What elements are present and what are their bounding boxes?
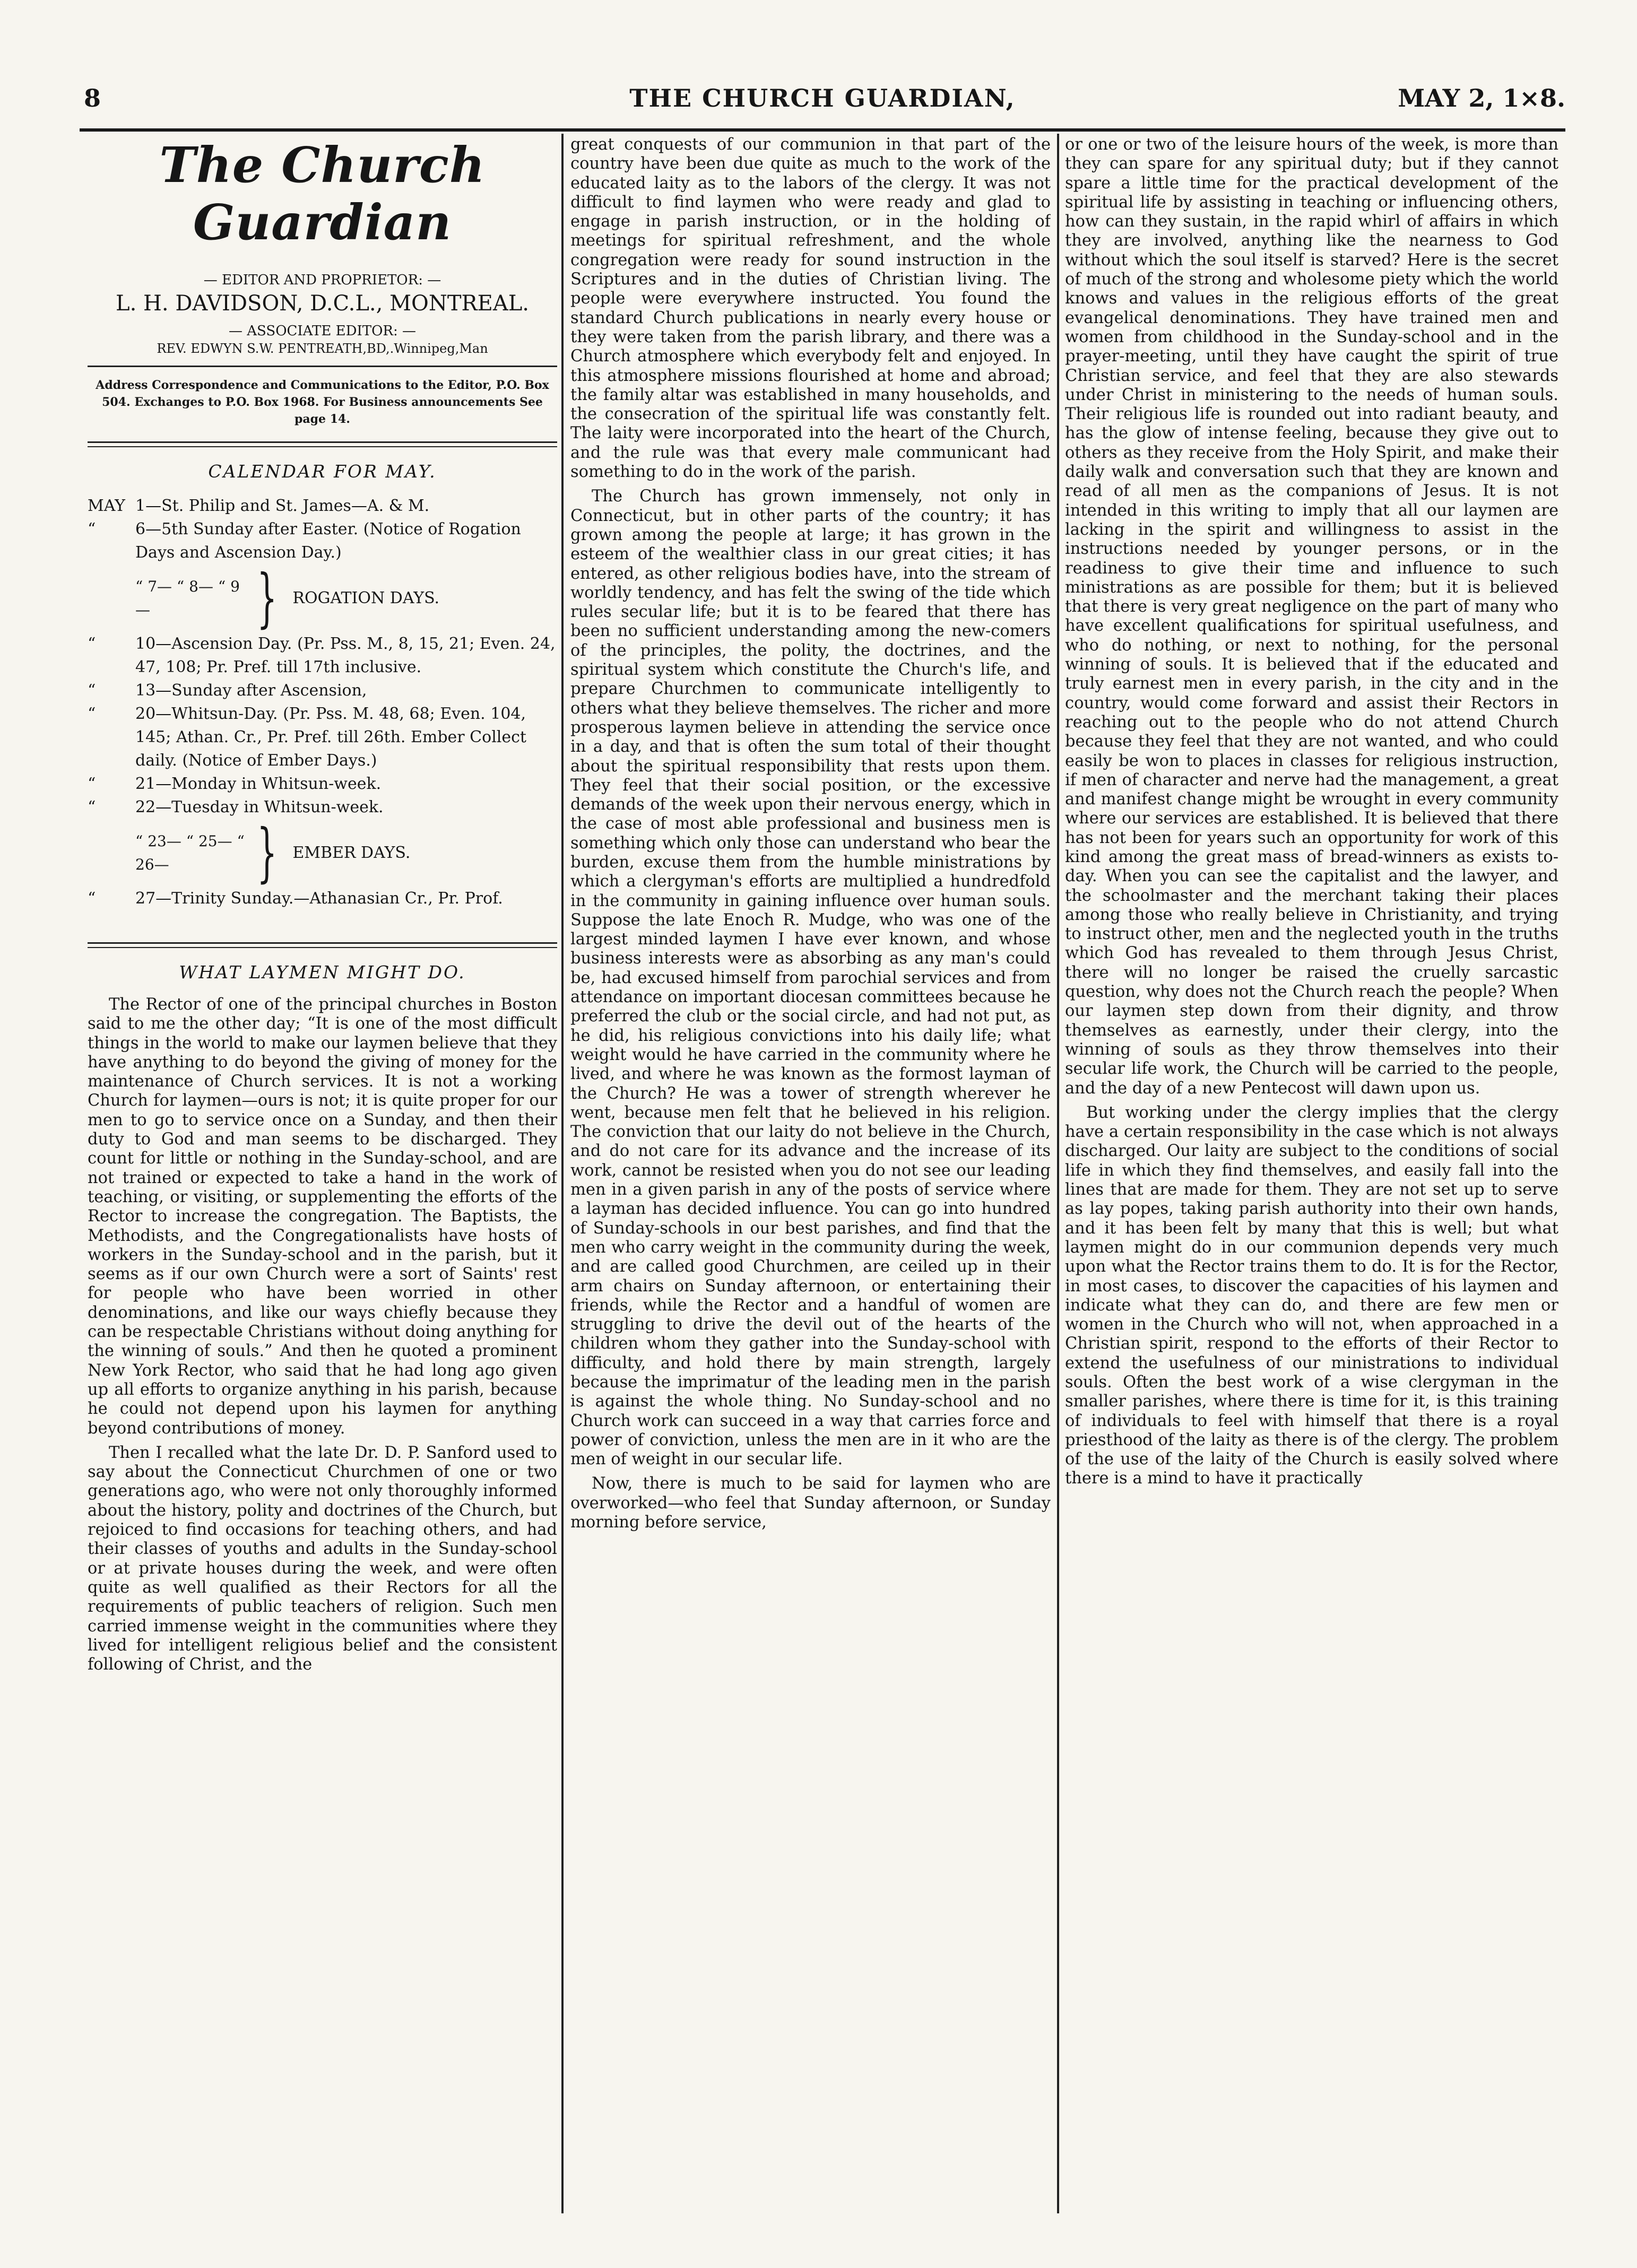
paper-name: THE CHURCH GUARDIAN, (629, 84, 1016, 112)
page-number: 8 (84, 84, 101, 112)
associate-editor-name: REV. EDWYN S.W. PENTREATH,BD,.Winnipeg,Man (157, 341, 488, 356)
rogation-dates: “ 7— “ 8— “ 9— (135, 578, 240, 619)
article-paragraph: or one or two of the leisure hours of the week, is more than they can spare for any spiritual duty; but if they cannot spare a little time for the practical development of the spiritual life by assisting in teaching or influencing others, how can they sustain, in the rapid whirl of affairs in which they are involved, anything like the nearness to God without which the soul itself is starved? Here is the secret of much of the strong and wholesome piety which the world knows and values in the religious efforts of the great evangelical denominations. They have trained men and women from childhood in the Sunday-school and in the prayer-meeting, until they have caught the spirit of true Christian service, and feel that they are also stewards under Christ in ministering to the needs of human souls. Their religious life is rounded out into radiant beauty, and has the glow of intense feeling, because they give out to others as they receive from the Holy Spirit, and make their daily walk and conversation such that they are known and read of all men as the companions of Jesus. It is not intended in this writing to imply that all our laymen are lacking in the spirit and willingness to assist in the instructions needed by younger persons, or in the readiness to give their time and influence to such ministrations as are possible for them; but it is believed that there is very great negligence on the part of many who have excellent qualifications for spiritual usefulness, and who do nothing, or next to nothing, for the personal winning of souls. It is believed that if the educated and truly earnest men in every parish, in the city and in the country, would come forward and assist their Rectors in reaching out to the people who do not attend Church because they feel that they are not wanted, and who could easily be won to places in classes for religious instruction, if men of character and nerve had the management, a great and manifest change might be wrought in every community where our services are established. It is believed that there has not been for years such an opportunity for work of this kind among the great mass of bread-winners as exists to-day. When you can see the capitalist and the lawyer, and the schoolmaster and the merchant taking their places among those who really believe in Christianity, and trying to instruct other, men and the neglected youth in the truths which God has revealed to them through Jesus Christ, there will no longer be raised the cruelly sarcastic question, why does not the Church reach the people? When our laymen step down from their dignity, and throw themselves as earnestly, under their clergy, into the winning of souls as they throw themselves into their secular life work, the Church will be carried to the people, and the day of a new Pentecost will dawn upon us. (1065, 135, 1558, 1098)
rogation-label: ROGATION DAYS. (292, 589, 440, 607)
column-divider (561, 134, 564, 2213)
calendar-entries (88, 632, 557, 819)
column-divider (1057, 134, 1059, 2213)
ember-dates: “ 23— “ 25— “ 26— (135, 832, 245, 873)
article-paragraph: Now, there is much to be said for laymen who are overworked—who feel that Sunday afternoon, or Sunday morning before service, (570, 1474, 1051, 1532)
calendar-entry (88, 702, 557, 772)
brace-icon: } (257, 561, 278, 635)
calendar-text: 6—5th Sunday after Easter. (Notice of Rogation Days and Ascension Day.) (135, 520, 521, 562)
article-paragraph: great conquests of our communion in that part of the country have been due quite as much to the work of the educated laity as to the labors of the clergy. It was not difficult to find laymen who were ready and glad to engage in parish instruction, or in the holding of meetings for spiritual refreshment, and the whole congregation were ready for sound instruction in the Scriptures and in the duties of Christian living. The people were everywhere instructed. You found the standard Church publications in nearly every house or they were taken from the parish library, and there was a Church atmosphere which everybody felt and enjoyed. In this atmosphere missions flourished at home and abroad; the family altar was established in many households, and the consecration of the spiritual life was constantly felt. The laity were incorporated into the heart of the Church, and the rule was that every male communicant had something to do in the work of the parish. (570, 135, 1051, 482)
calendar-month: “ (88, 798, 96, 816)
middle-column (570, 135, 1051, 1537)
calendar-month: MAY (88, 497, 125, 515)
left-column (88, 135, 557, 1680)
brace-icon: } (257, 816, 278, 890)
article-paragraph: But working under the clergy implies that the clergy have a certain responsibility in the case which is not always discharged. Our laity are subject to the conditions of social life in which they find themselves, and easily fall into the lines that are made for them. They are not set up to serve as lay popes, taking parish authority into their own hands, and it has been felt by many that this is well; but what laymen might do in our communion depends very much upon what the Rector trains them to do. It is for the Rector, in most cases, to discover the capacities of his laymen and indicate what they can do, and there are few men or women in the Church who will not, when approached in a Christian spirit, respond to the efforts of their Rector to extend the usefulness of our ministrations to individual souls. Often the best work of a wise clergyman in the smaller parishes, where there is time for it, is this training of individuals to feel with himself that there is a royal priesthood of the laity as there is of the clergy. The problem of the use of the laity of the Church is easily solved where there is a mind to have it practically (1065, 1103, 1558, 1488)
calendar-text: 1—St. Philip and St. James—A. & M. (135, 497, 430, 515)
article-text-right (1065, 135, 1558, 1489)
article-title: WHAT LAYMEN MIGHT DO. (179, 962, 466, 983)
issue-date: MAY 2, 1×8. (1398, 84, 1565, 112)
calendar-month: “ (88, 681, 96, 700)
calendar-text: 10—Ascension Day. (Pr. Pss. M., 8, 15, 21; Even. 24, 47, 108; Pr. Pref. till 17th inclusive. (135, 635, 556, 676)
rogation-days (88, 561, 557, 635)
article-paragraph: The Rector of one of the principal churches in Boston said to me the other day; “It is one of the most difficult things in the world to make our laymen believe that they have anything to do beyond the giving of money for the maintenance of Church services. It is not a working Church for laymen—ours is not; it is quite proper for our men to go to service once on a Sunday, and then their duty to God and man seems to be discharged. They count for little or nothing in the Sunday-school, and are not trained or expected to take a hand in the work of teaching, or visiting, or supplementing the efforts of the Rector to increase the congregation. The Baptists, the Methodists, and the Congregationalists have hosts of workers in the Sunday-school and in the parish, but it seems as if our own Church were a sort of Saints' rest for people who have been worried in other denominations, and like our ways chiefly because they can be respectable Christians without doing anything for the winning of souls.” And then he quoted a prominent New York Rector, who said that he had long ago given up all efforts to organize anything in his parish, because he could not depend upon his laymen for anything beyond contributions of money. (88, 995, 557, 1438)
calendar-month: “ (88, 889, 96, 908)
section-rule (88, 441, 557, 447)
ember-label: EMBER DAYS. (292, 844, 411, 862)
associate-editor-heading: — ASSOCIATE EDITOR: — (229, 323, 416, 339)
calendar-entry (88, 887, 557, 910)
calendar-month: “ (88, 520, 96, 538)
calendar-entry (88, 772, 557, 796)
calendar-text: 27—Trinity Sunday.—Athanasian Cr., Pr. Prof. (135, 889, 503, 908)
right-column (1065, 135, 1558, 1494)
header-rule (80, 128, 1565, 132)
calendar-text: 22—Tuesday in Whitsun-week. (135, 798, 384, 816)
article-paragraph: The Church has grown immensely, not only in Connecticut, but in other parts of the country; it has grown among the people at large; it has grown in the esteem of the wealthier class in our great cities; it has entered, as other religious bodies have, into the stream of worldly tendency, and has felt the swing of the tide which rules secular life; but it is to be feared that there has been no sufficient understanding among the new-comers of the principles, the polity, the doctrines, and the spiritual system which constitute the Church's life, and prepare Churchmen to communicate intelligently to others what they believe themselves. The richer and more prosperous laymen believe in attending the service once in a day, and that is often the sum total of their thought about the spiritual responsibility that rests upon them. They feel that their social position, or the excessive demands of the week upon their nervous energy, which in the case of most able professional and business men is something which only those can understand who bear the burden, excuse them from the humble ministrations by which a clergyman's efforts are multiplied a hundredfold in the community in gaining influence over human souls. Suppose the late Enoch R. Mudge, who was one of the largest minded laymen I have ever known, and whose business interests were as absorbing as any man's could be, had excused himself from parochial services and from attendance on important diocesan committees because he preferred the club or the social circle, and had not put, as he did, his religious convictions into his daily life; what weight would he have carried in the community where he lived, and where he was known as the formost layman of the Church? He was a tower of strength wherever he went, because men felt that he believed in his religion. The conviction that our laity do not believe in the Church, and do not care for its advance and the increase of its work, cannot be resisted when you do not see our leading men in a given parish in any of the posts of service where a layman has decided influence. You can go into hundred of Sunday-schools in our best parishes, and find that the men who carry weight in the community during the week, and are called good Churchmen, are ceiled up in their arm chairs on Sunday afternoon, or entertaining their friends, while the Rector and a handful of women are struggling to drive the devil out of the hearts of the children whom they gather into the Sunday-school with difficulty, and hold there by main strength, largely because the imprimatur of the leading men in the parish is against the whole thing. No Sunday-school and no Church work can succeed in a way that carries force and power of conviction, unless the men are in it who are the men of weight in our secular life. (570, 487, 1051, 1469)
section-rule (88, 942, 557, 948)
calendar-entries (88, 887, 557, 910)
calendar-text: 13—Sunday after Ascension, (135, 681, 367, 700)
masthead-title: The Church Guardian (159, 136, 486, 251)
calendar-text: 21—Monday in Whitsun-week. (135, 775, 382, 793)
calendar-entry (88, 494, 557, 518)
calendar-month: “ (88, 705, 96, 723)
article-text-left (88, 995, 557, 1674)
calendar-text: 20—Whitsun-Day. (Pr. Pss. M. 48, 68; Even. 104, 145; Athan. Cr., Pr. Pref. till 26th. Ember Collect daily. (Notice of Ember Days.) (135, 705, 526, 770)
calendar-entry (88, 679, 557, 702)
calendar-month: “ (88, 635, 96, 653)
calendar-entry (88, 632, 557, 679)
correspondence-address: Address Correspondence and Communications to the Editor, P.O. Box 504. Exchanges to P.O. Box 1968. For Business announcements See page 14. (96, 378, 549, 426)
article-paragraph: Then I recalled what the late Dr. D. P. Sanford used to say about the Connecticut Churchmen of one or two generations ago, who were not only thoroughly informed about the history, polity and doctrines of the Church, but rejoiced to find occasions for teaching others, and had their classes of youths and adults in the Sunday-school or at private houses during the week, and were often quite as well qualified as their Rectors for all the requirements of public teachers of religion. Such men carried immense weight in the communities where they lived for intelligent religious belief and the consistent following of Christ, and the (88, 1443, 557, 1674)
calendar-entry (88, 796, 557, 819)
calendar-title: CALENDAR FOR MAY. (208, 461, 437, 482)
masthead-rule (88, 366, 557, 367)
calendar-entries (88, 494, 557, 564)
ember-days (88, 816, 557, 890)
calendar-entry (88, 518, 557, 564)
article-text-middle (570, 135, 1051, 1532)
running-head (80, 84, 1565, 122)
calendar-month: “ (88, 775, 96, 793)
editor-name: L. H. DAVIDSON, D.C.L., MONTREAL. (116, 291, 529, 316)
editor-heading: — EDITOR AND PROPRIETOR: — (203, 272, 441, 288)
